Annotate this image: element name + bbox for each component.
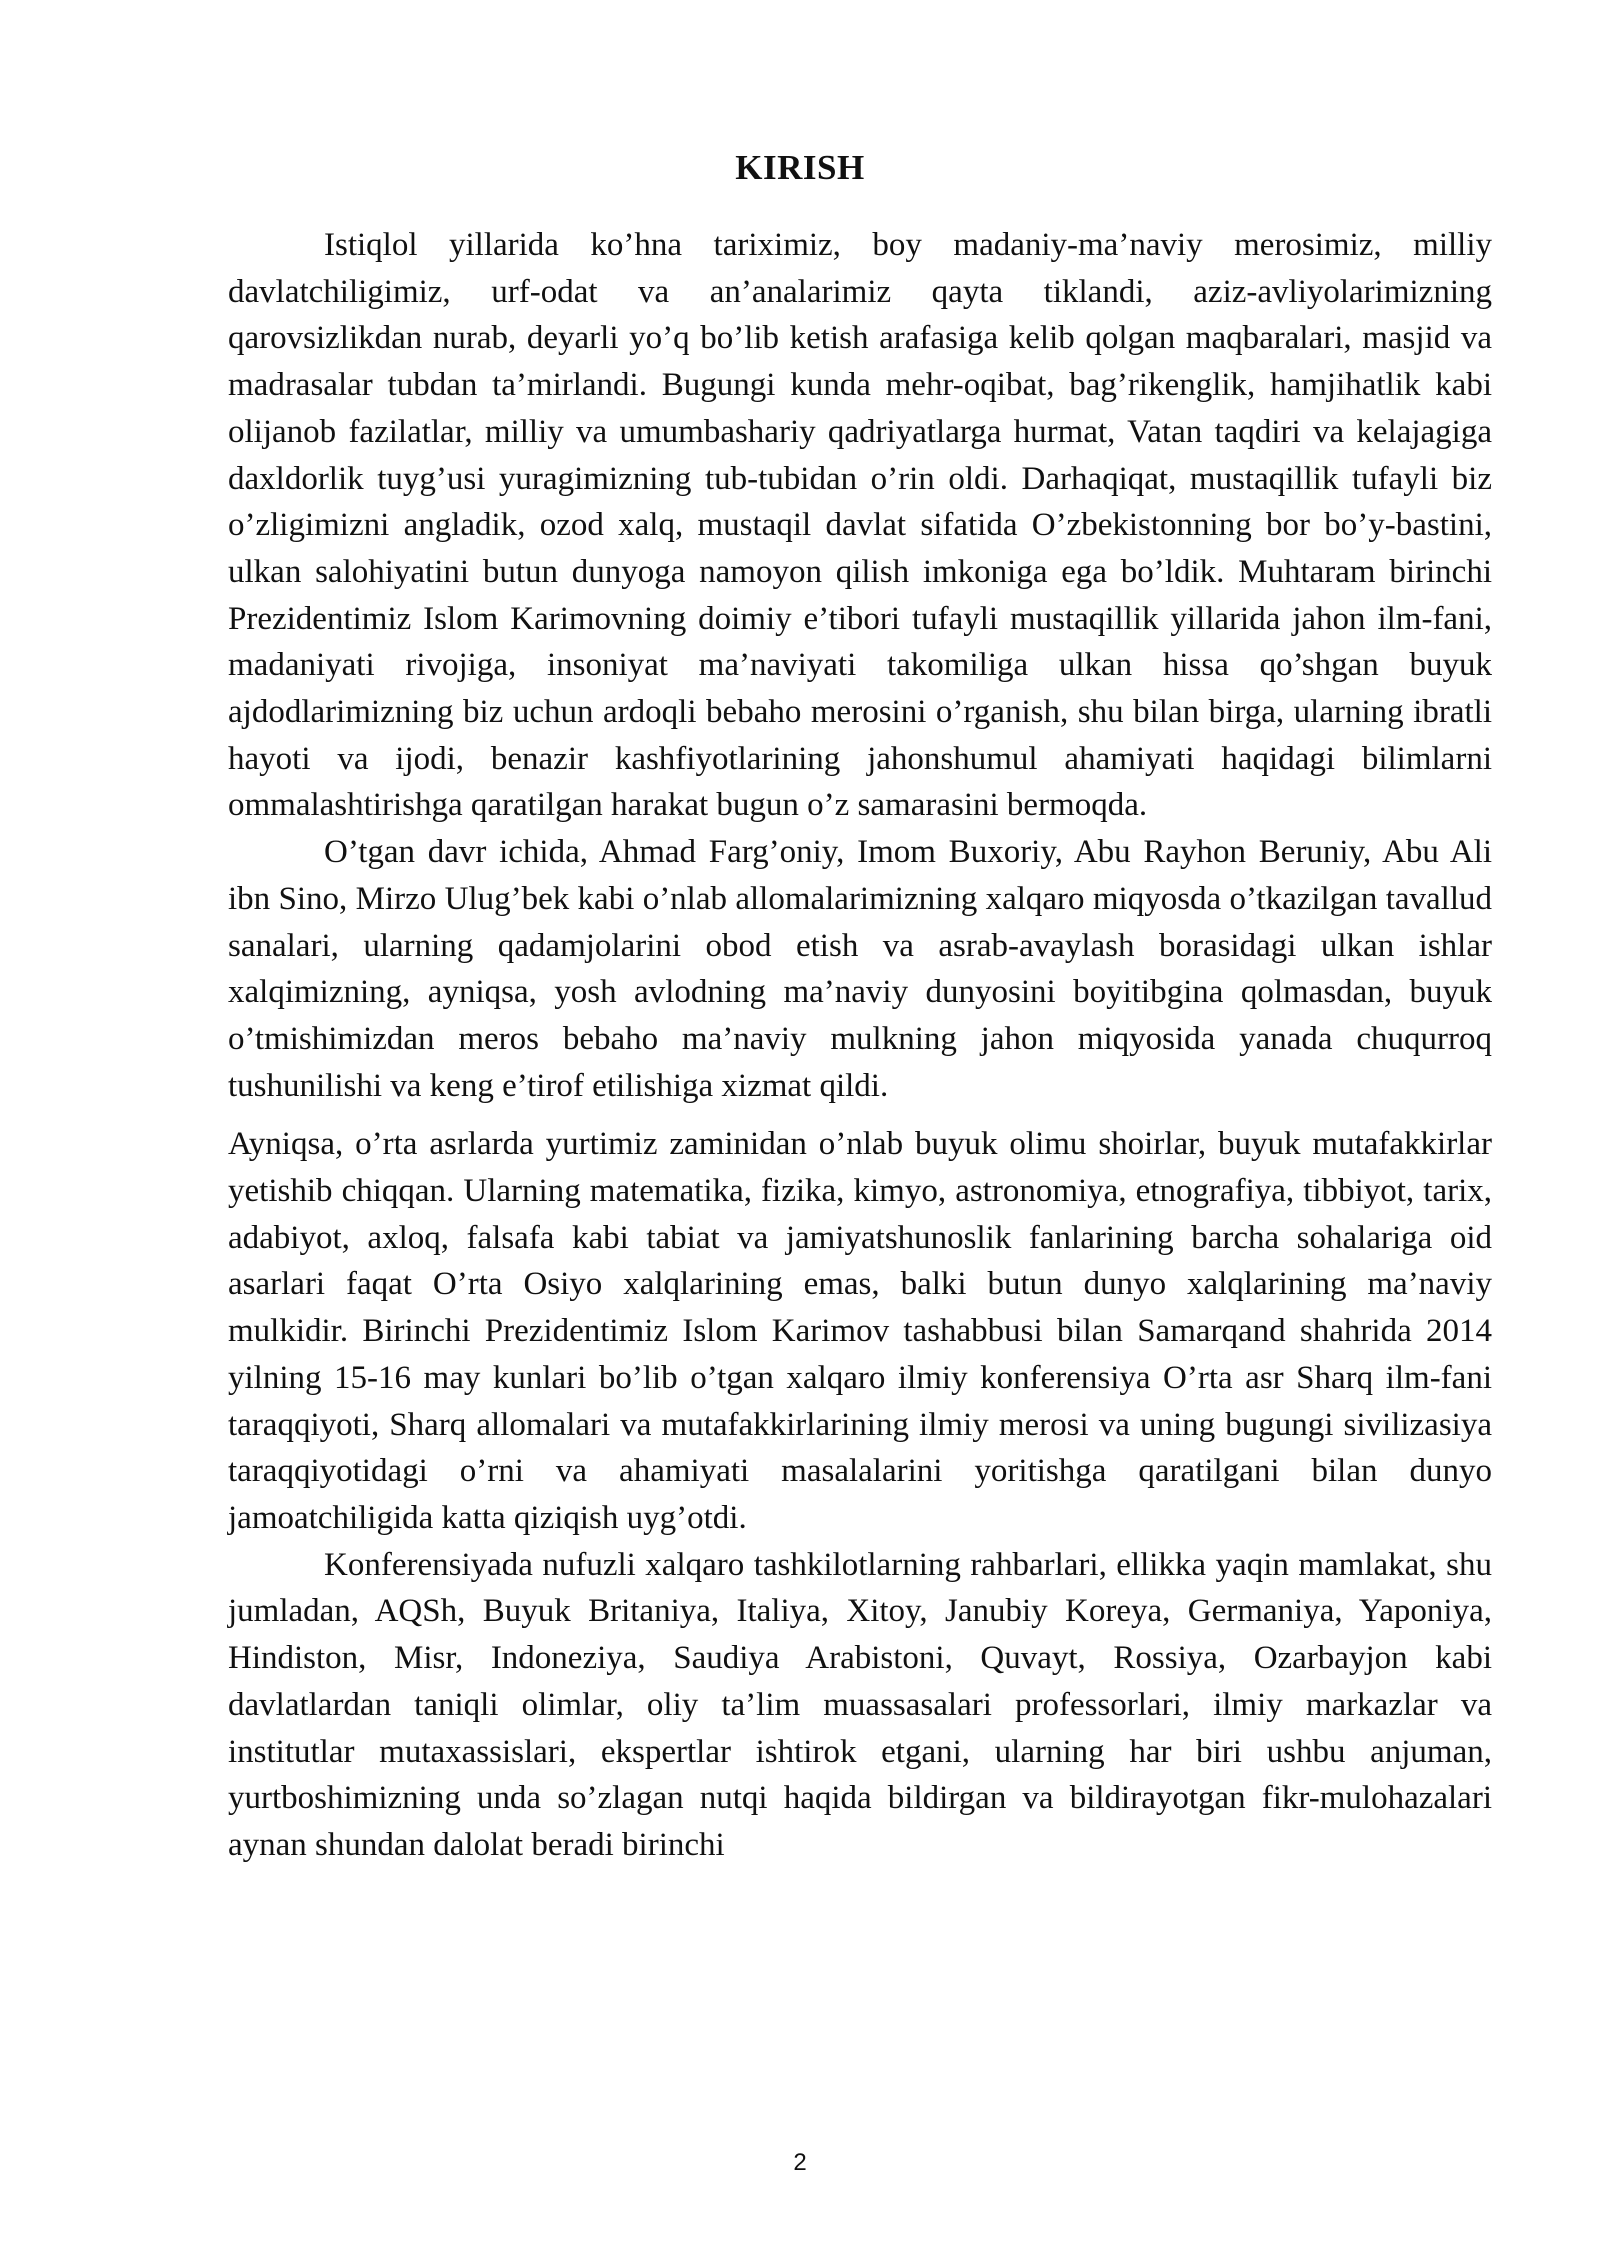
page-title: KIRISH — [735, 148, 865, 187]
paragraph-conference: Konferensiyada nufuzli xalqaro tashkilotlarning rahbarlari, ellikka yaqin mamlakat, shu jumladan, AQSh, Buyuk Britaniya, Italiya, Xitoy, Janubiy Koreya, Germaniya, Yaponiya, Hindiston, Misr, Indoneziya, Saudiya Arabistoni, Quvayt, Rossiya, Ozarbayjon kabi davlatlardan taniqli olimlar, oliy ta’lim muassasalari professorlari, ilmiy markazlar va institutlar mutaxassislari, ekspertlar ishtirok etgani, ularning har biri ushbu anjuman, yurtboshimizning unda so’zlagan nutqi haqida bildirgan va bildirayotgan fikr-mulohazalari aynan shundan dalolat beradi birinchi — [228, 1546, 1492, 1863]
page-number: 2 — [793, 2149, 807, 2176]
paragraph-middle-ages: Ayniqsa, o’rta asrlarda yurtimiz zaminidan o’nlab buyuk olimu shoirlar, buyuk mutafakkirlar yetishib chiqqan. Ularning matematika, fizika, kimyo, astronomiya, etnografiya, tibbiyot, tarix, adabiyot, axloq, falsafa kabi tabiat va jamiyatshunoslik fanlarining barcha sohalariga oid asarlari faqat O’rta Osiyo xalqlarining emas, balki butun dunyo xalqlarining ma’naviy mulkidir. Birinchi Prezidentimiz Islom Karimov tashabbusi bilan Samarqand shahrida 2014 yilning 15-16 may kunlari bo’lib o’tgan xalqaro ilmiy konferensiya O’rta asr Sharq ilm-fani taraqqiyoti, Sharq allomalari va mutafakkirlarining ilmiy merosi va uning bugungi sivilizasiya taraqqiyotidagi o’rni va ahamiyati masalalarini yoritishga qaratilgani bilan dunyo jamoatchiligida katta qiziqish uyg’otdi. — [228, 1126, 1492, 1536]
body-text — [228, 222, 1492, 1869]
paragraph-scholars: O’tgan davr ichida, Ahmad Farg’oniy, Imom Buxoriy, Abu Rayhon Beruniy, Abu Ali ibn Sino, Mirzo Ulug’bek kabi o’nlab allomalarimizning xalqaro miqyosda o’tkazilgan tavallud sanalari, ularning qadamjolarini obod etish va asrab-avaylash borasidagi ulkan ishlar xalqimizning, ayniqsa, yosh avlodning ma’naviy dunyosini boyitibgina qolmasdan, buyuk o’tmishimizdan meros bebaho ma’naviy mulkning jahon miqyosida yanada chuqurroq tushunilishi va keng e’tirof etilishiga xizmat qildi. — [228, 834, 1492, 1104]
paragraph-intro: Istiqlol yillarida ko’hna tariximiz, boy madaniy-ma’naviy merosimiz, milliy davlatchiligimiz, urf-odat va an’analarimiz qayta tiklandi, aziz-avliyolarimizning qarovsizlikdan nurab, deyarli yo’q bo’lib ketish arafasiga kelib qolgan maqbaralari, masjid va madrasalar tubdan ta’mirlandi. Bugungi kunda mehr-oqibat, bag’rikenglik, hamjihatlik kabi olijanob fazilatlar, milliy va umumbashariy qadriyatlarga hurmat, Vatan taqdiri va kelajagiga daxldorlik tuyg’usi yuragimizning tub-tubidan o’rin oldi. Darhaqiqat, mustaqillik tufayli biz o’zligimizni angladik, ozod xalq, mustaqil davlat sifatida O’zbekistonning bor bo’y-bastini, ulkan salohiyatini butun dunyoga namoyon qilish imkoniga ega bo’ldik. Muhtaram birinchi Prezidentimiz Islom Karimovning doimiy e’tibori tufayli mustaqillik yillarida jahon ilm-fani, madaniyati rivojiga, insoniyat ma’naviyati takomiliga ulkan hissa qo’shgan buyuk ajdodlarimizning biz uchun ardoqli bebaho merosini o’rganish, shu bilan birga, ularning ibratli hayoti va ijodi, benazir kashfiyotlarining jahonshumul ahamiyati haqidagi bilimlarni ommalashtirishga qaratilgan harakat bugun o’z samarasini bermoqda. — [228, 227, 1492, 824]
